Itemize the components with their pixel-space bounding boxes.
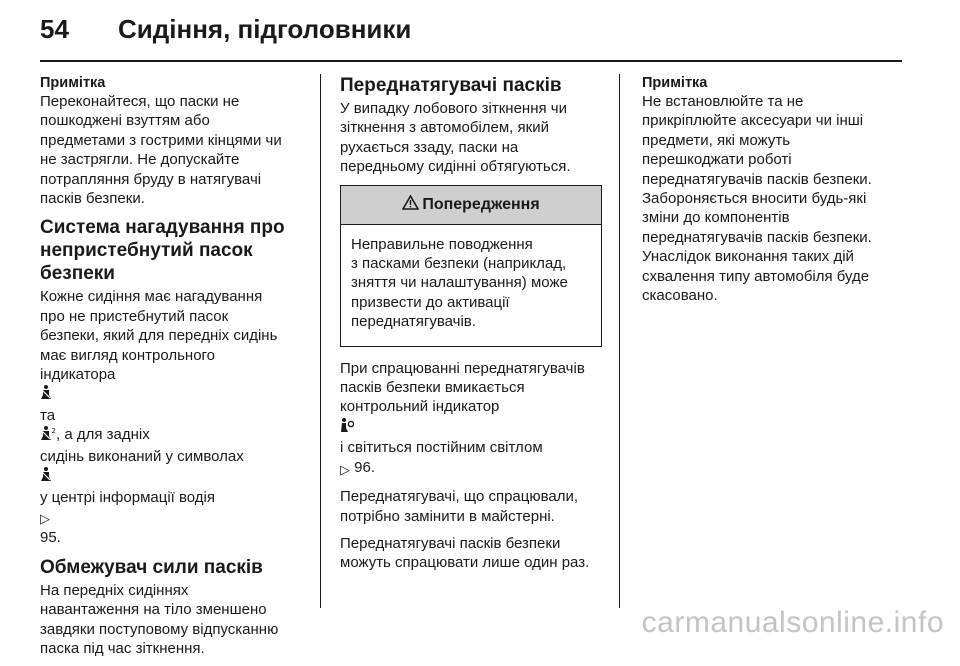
warning-triangle-icon	[402, 195, 419, 215]
note-title: Примітка	[40, 75, 106, 91]
airbag-icon	[340, 418, 354, 438]
column-middle	[340, 74, 602, 581]
column-divider-1	[320, 74, 321, 608]
warning-title: Попередження	[422, 195, 540, 213]
column-divider-2	[619, 74, 620, 608]
page-header	[40, 14, 920, 54]
watermark: carmanualsonline.info	[641, 606, 944, 639]
column-left	[40, 74, 302, 666]
column-right	[642, 74, 904, 313]
warning-text: Неправильне поводження з пасками безпеки (наприклад, зняття чи налаштування) може призвести до активації переднатягувачів.	[351, 235, 568, 331]
page-number: 54	[40, 14, 69, 44]
reference-arrow-icon: ▷	[340, 461, 350, 477]
warning-header	[341, 186, 601, 225]
section-heading-force-limiter: Обмежувач сили пасків	[40, 556, 263, 578]
seatbelt-rear-icon	[40, 467, 52, 487]
warning-body	[341, 225, 601, 346]
single-use-text: Переднатягувачі пасків безпеки можуть спрацювати лише один раз.	[340, 534, 590, 572]
reference-arrow-icon: ▷	[40, 510, 50, 526]
pretensioners-text: У випадку лобового зіткнення чи зіткнення з автомобілем, який рухається ззаду, паски на передньому сидінні обтягуються.	[340, 100, 571, 176]
replacement-text: Переднатягувачі, що спрацювали, потрібно замінити в майстерні.	[340, 488, 579, 525]
section-heading-pretensioners: Переднатягувачі пасків	[340, 75, 562, 96]
warning-box	[340, 185, 602, 347]
force-limiter-text: На передніх сидіннях навантаження на тіло зменшено завдяки поступовому відпусканню паска під час зіткнення.	[40, 581, 279, 657]
seatbelt-reminder-text: Кожне сидіння має нагадування про не пристебнутий пасок безпеки, який для передніх сидінь має вигляд контрольного індикатора та 2 , а для задніх сидінь виконаний у символах у центрі інформації водія ▷ 95.	[40, 288, 278, 547]
section-heading-seatbelt-reminder: Система нагадування про непристебнутий пасок безпеки	[40, 217, 285, 285]
indicator-text: При спрацюванні переднатягувачів пасків безпеки вмикається контрольний індикатор і світиться постійним світлом ▷ 96.	[340, 359, 602, 479]
note-text: Переконайтеся, що паски не пошкоджені взуттям або предметами з гострими кінцями чи не застрягли. Не допускайте потрапляння бруду в натягувачі пасків безпеки.	[40, 93, 282, 208]
header-rule	[40, 60, 902, 62]
svg-text:2: 2	[51, 427, 56, 436]
seatbelt-icon	[40, 385, 52, 405]
note-title: Примітка	[642, 75, 708, 91]
seatbelt-2-icon	[40, 426, 56, 446]
page-title: Сидіння, підголовники	[118, 14, 412, 44]
note-text: Не встановлюйте та не прикріплюйте аксесуари чи інші предмети, які можуть перешкоджати роботі переднатягувачів пасків безпеки. Забороняється вносити будь-які зміни до компонентів переднатягувачів пасків безпеки. Унаслідок виконання таких дій схвалення типу автомобіля буде скасовано.	[642, 93, 872, 305]
